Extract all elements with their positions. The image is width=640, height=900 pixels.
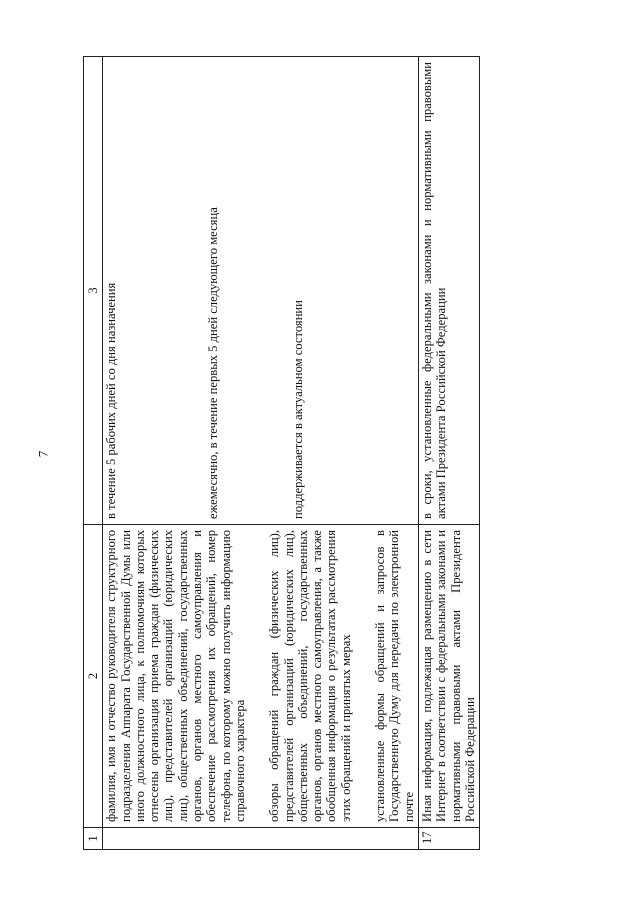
info-cell bbox=[418, 525, 479, 828]
table-row bbox=[103, 57, 419, 850]
row-number: 17 bbox=[418, 828, 479, 850]
info-cell bbox=[103, 525, 419, 828]
term-entry-other: в сроки, установленные федеральными законами и нормативными правовыми актами Президента Российской Федерации bbox=[419, 62, 449, 519]
info-entry-other: Иная информация, подлежащая размещению в сети Интернет в соответствии с федеральными законами и нормативными правовыми актами Президента Российской Федерации bbox=[419, 530, 477, 822]
info-entry-reviews: обзоры обращений граждан (физических лиц), представителей организаций (юридических лиц), общественных объединений, государственных органов, органов местного самоуправления, а также обобщенная информация о результатах рассмотрения этих обращений и принятых мерах bbox=[267, 530, 353, 822]
table-header-row bbox=[84, 57, 103, 850]
page-number: 7 bbox=[35, 450, 51, 458]
term-cell bbox=[418, 57, 479, 525]
document-table bbox=[83, 56, 480, 850]
term-entry-head-contact: в течение 5 рабочих дней со дня назначения bbox=[104, 282, 119, 519]
term-entry-forms: поддерживается в актуальном состоянии bbox=[290, 300, 305, 519]
column-header-1: 1 bbox=[84, 828, 103, 850]
rotated-table-container bbox=[83, 57, 477, 850]
column-header-3: 3 bbox=[84, 57, 103, 525]
term-entry-reviews: ежемесячно, в течение первых 5 дней следующего месяца bbox=[205, 207, 220, 519]
term-cell bbox=[103, 57, 419, 525]
info-entry-forms: установленные формы обращений и запросов в Государственную Думу для передачи по электронной почте bbox=[373, 530, 416, 822]
column-header-2: 2 bbox=[84, 525, 103, 828]
row-number bbox=[103, 828, 419, 850]
table-row bbox=[418, 57, 479, 850]
info-entry-head-contact: фамилия, имя и отчество руководителя структурного подразделения Аппарата Государственной Думы или иного должностного лица, к полномочиям которых отнесены организация приема граждан (физических лиц), представителей организаций (юридических лиц), общественных объединений, государственных органов, органов местного самоуправления и обеспечение рассмотрения их обращений, номер телефона, по которому можно получить информацию справочного характера bbox=[104, 530, 247, 822]
